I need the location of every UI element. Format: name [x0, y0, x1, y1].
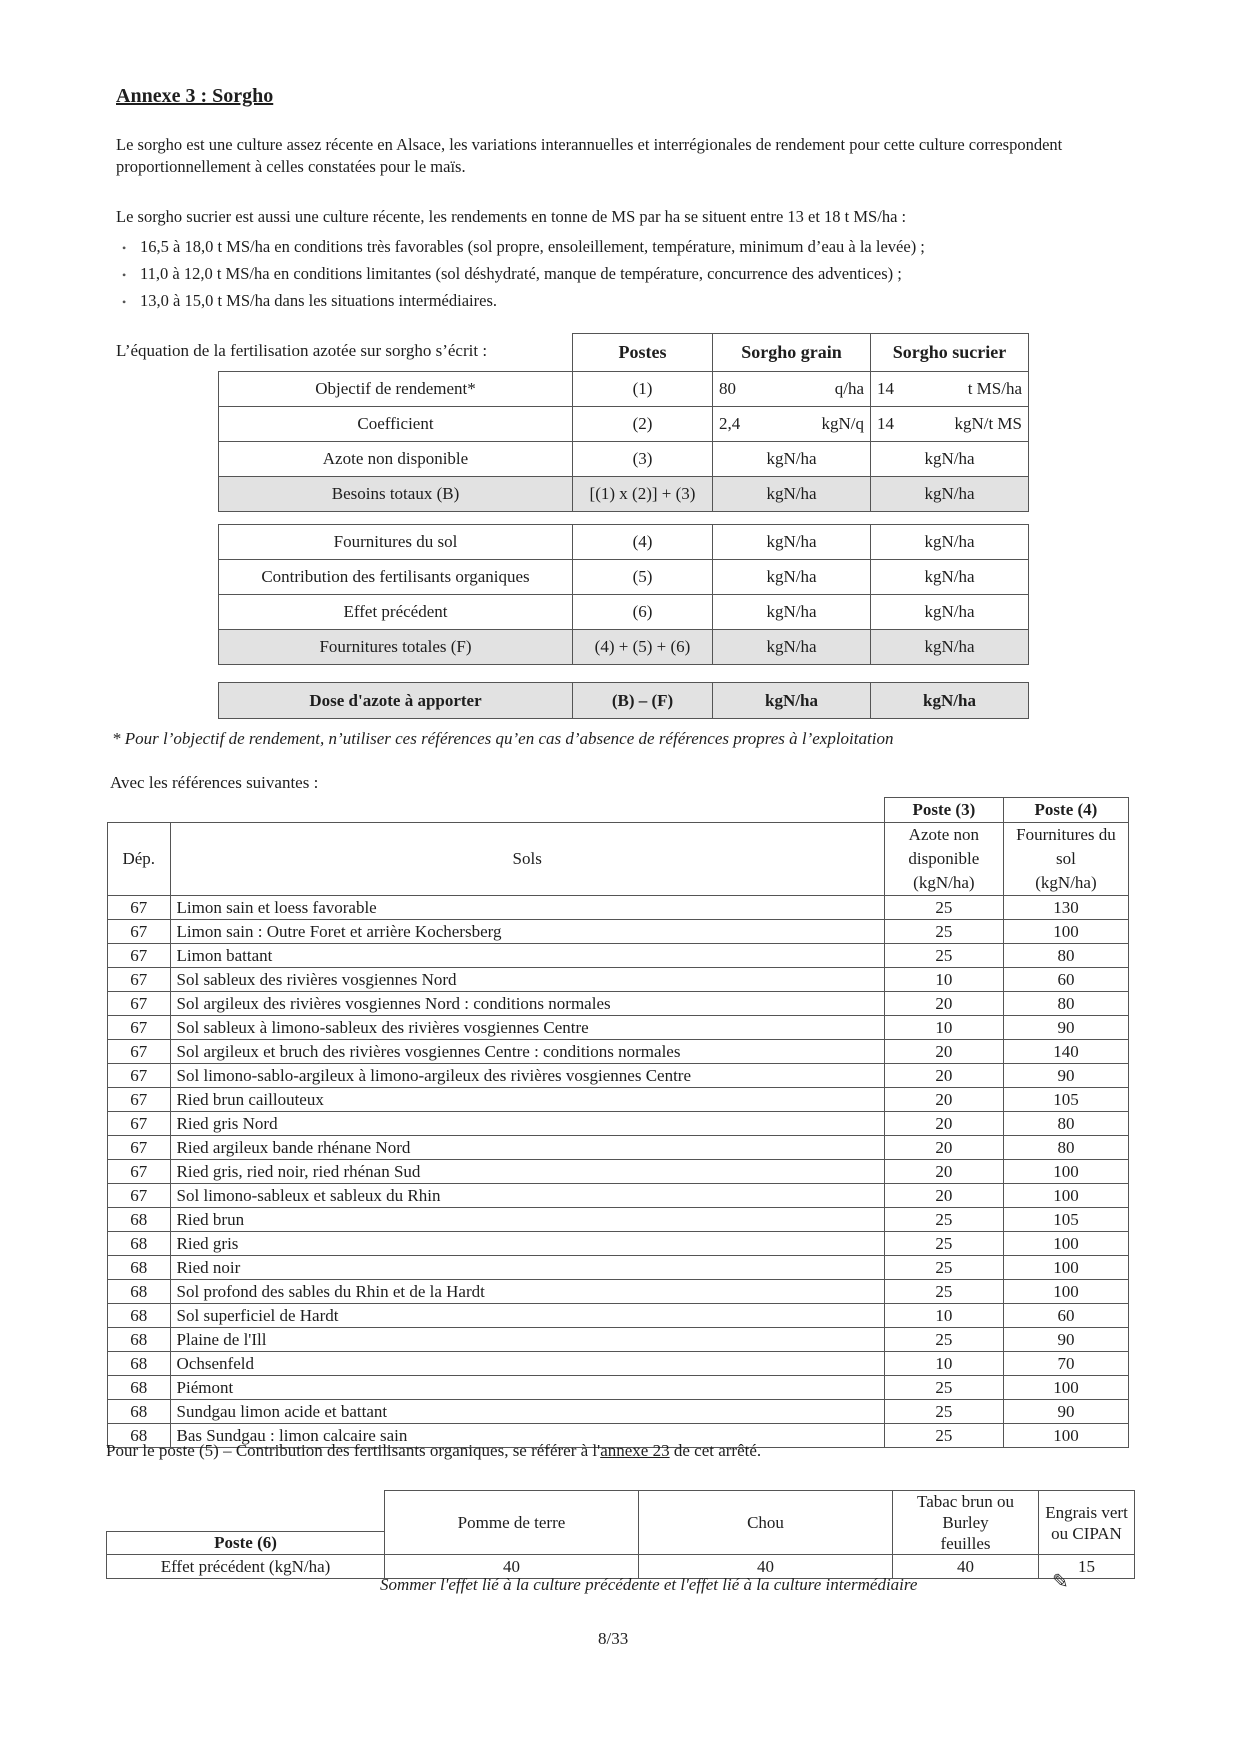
fournitures-sol-cell: 90 [1003, 1016, 1128, 1040]
value-pomme-de-terre: 40 [385, 1555, 639, 1579]
table-row [108, 944, 1129, 968]
table-row [108, 1328, 1129, 1352]
yield-footnote: * Pour l’objectif de rendement, n’utiliser ces références qu’en cas d’absence de références propres à l’exploitation [112, 729, 894, 748]
table-row [108, 1112, 1129, 1136]
equation-row-objectif: Objectif de rendement* (1) 80 q/ha 14 t MS/ha [219, 372, 1029, 407]
dep-cell: 67 [108, 1160, 171, 1184]
table-row [108, 1016, 1129, 1040]
azote-non-disponible-cell: 20 [884, 1184, 1003, 1208]
equation-row-besoins-totaux: Besoins totaux (B) [(1) x (2)] + (3) kgN/ha kgN/ha [219, 477, 1029, 512]
equation-row-fertilisants-organiques: Contribution des fertilisants organiques (5) kgN/ha kgN/ha [219, 560, 1029, 595]
header-sorgho-sucrier: Sorgho sucrier [871, 334, 1029, 372]
annexe-23-link[interactable]: annexe 23 [600, 1441, 670, 1460]
value-tabac: 40 [893, 1555, 1039, 1579]
dep-cell: 67 [108, 1016, 171, 1040]
fournitures-sol-cell: 90 [1003, 1400, 1128, 1424]
dep-cell: 67 [108, 992, 171, 1016]
fournitures-sol-cell: 105 [1003, 1208, 1128, 1232]
bullet-item: • 16,5 à 18,0 t MS/ha en conditions très favorables (sol propre, ensoleillement, température, minimum d’eau à la levée) ; [122, 234, 925, 261]
sol-cell: Sol limono-sableux et sableux du Rhin [170, 1184, 884, 1208]
equation-needs-table [218, 333, 1029, 512]
table-row [108, 1256, 1129, 1280]
dep-cell: 68 [108, 1328, 171, 1352]
dep-cell: 67 [108, 896, 171, 920]
ref-header-row-columns [108, 823, 1129, 896]
equation-dose-table [218, 682, 1029, 719]
somme-note: Sommer l'effet lié à la culture précédente et l'effet lié à la culture intermédiaire [380, 1575, 918, 1594]
sucrier-paragraph: Le sorgho sucrier est aussi une culture récente, les rendements en tonne de MS par ha se situent entre 13 et 18 t MS/ha : [116, 207, 907, 226]
azote-non-disponible-cell: 25 [884, 896, 1003, 920]
fournitures-sol-cell: 80 [1003, 1112, 1128, 1136]
pen-icon: ✎ [1052, 1571, 1069, 1593]
sol-cell: Limon battant [170, 944, 884, 968]
dep-cell: 67 [108, 920, 171, 944]
azote-non-disponible-cell: 20 [884, 1040, 1003, 1064]
page-number: 8/33 [598, 1629, 629, 1648]
sol-cell: Limon sain et loess favorable [170, 896, 884, 920]
intro-paragraph: Le sorgho est une culture assez récente en Alsace, les variations interannuelles et interrégionales de rendement pour cette culture correspondent proportionnellement à celles constatées pour le maïs. [116, 135, 1063, 176]
azote-non-disponible-cell: 10 [884, 1016, 1003, 1040]
azote-non-disponible-cell: 25 [884, 1400, 1003, 1424]
sol-cell: Ried brun caillouteux [170, 1088, 884, 1112]
table-row [108, 1208, 1129, 1232]
equation-intro: L’équation de la fertilisation azotée sur sorgho s’écrit : [116, 341, 488, 360]
equation-row-effet-precedent: Effet précédent (6) kgN/ha kgN/ha [219, 595, 1029, 630]
equation-row-dose: Dose d'azote à apporter (B) – (F) kgN/ha kgN/ha [219, 683, 1029, 719]
azote-non-disponible-cell: 20 [884, 992, 1003, 1016]
sol-cell: Sol superficiel de Hardt [170, 1304, 884, 1328]
table-row [108, 1400, 1129, 1424]
soil-reference-table [107, 797, 1129, 1448]
table-row [108, 1304, 1129, 1328]
sol-cell: Ried brun [170, 1208, 884, 1232]
dep-cell: 67 [108, 1040, 171, 1064]
fournitures-sol-cell: 130 [1003, 896, 1128, 920]
header-postes: Postes [573, 334, 713, 372]
poste6-row-label: Effet précédent (kgN/ha) [107, 1555, 385, 1579]
fournitures-sol-cell: 100 [1003, 1160, 1128, 1184]
fournitures-sol-cell: 80 [1003, 1136, 1128, 1160]
azote-non-disponible-cell: 25 [884, 920, 1003, 944]
dep-cell: 68 [108, 1400, 171, 1424]
sol-cell: Sol argileux et bruch des rivières vosgiennes Centre : conditions normales [170, 1040, 884, 1064]
sol-cell: Limon sain : Outre Foret et arrière Kochersberg [170, 920, 884, 944]
dep-cell: 68 [108, 1352, 171, 1376]
equation-supplies-table [218, 524, 1029, 665]
table-row [108, 992, 1129, 1016]
references-intro: Avec les références suivantes : [110, 773, 319, 792]
fournitures-sol-cell: 70 [1003, 1352, 1128, 1376]
yield-bullet-list [122, 234, 925, 315]
table-row [108, 1064, 1129, 1088]
dep-cell: 67 [108, 1184, 171, 1208]
dep-cell: 68 [108, 1280, 171, 1304]
azote-non-disponible-cell: 25 [884, 944, 1003, 968]
table-row [108, 1136, 1129, 1160]
dep-cell: 68 [108, 1208, 171, 1232]
fournitures-sol-cell: 100 [1003, 1256, 1128, 1280]
equation-row-coefficient: Coefficient (2) 2,4 kgN/q 14 kgN/t MS [219, 407, 1029, 442]
header-sols: Sols [170, 823, 884, 896]
azote-non-disponible-cell: 25 [884, 1328, 1003, 1352]
table-row [108, 1040, 1129, 1064]
fournitures-sol-cell: 80 [1003, 944, 1128, 968]
table-row [108, 1160, 1129, 1184]
fournitures-sol-cell: 105 [1003, 1088, 1128, 1112]
header-dep: Dép. [108, 823, 171, 896]
equation-row-fournitures-sol: Fournitures du sol (4) kgN/ha kgN/ha [219, 525, 1029, 560]
col-chou: Chou [639, 1491, 893, 1555]
header-azote-non-disponible: Azote non disponible (kgN/ha) [884, 823, 1003, 896]
sol-cell: Sol sableux à limono-sableux des rivières vosgiennes Centre [170, 1016, 884, 1040]
sol-cell: Ried noir [170, 1256, 884, 1280]
dep-cell: 68 [108, 1304, 171, 1328]
dep-cell: 68 [108, 1376, 171, 1400]
azote-non-disponible-cell: 10 [884, 968, 1003, 992]
col-tabac: Tabac brun ou Burley feuilles [893, 1491, 1039, 1555]
fournitures-sol-cell: 100 [1003, 1376, 1128, 1400]
table-row [108, 1280, 1129, 1304]
dep-cell: 67 [108, 1088, 171, 1112]
poste6-table [106, 1490, 1135, 1579]
header-poste-4: Poste (4) [1003, 798, 1128, 823]
equation-row-fournitures-totales: Fournitures totales (F) (4) + (5) + (6) kgN/ha kgN/ha [219, 630, 1029, 665]
fournitures-sol-cell: 140 [1003, 1040, 1128, 1064]
header-sorgho-grain: Sorgho grain [713, 334, 871, 372]
sol-cell: Sundgau limon acide et battant [170, 1400, 884, 1424]
table-row [108, 1232, 1129, 1256]
dep-cell: 68 [108, 1256, 171, 1280]
col-engrais-vert: Engrais vert ou CIPAN [1039, 1491, 1135, 1555]
azote-non-disponible-cell: 25 [884, 1376, 1003, 1400]
sol-cell: Sol profond des sables du Rhin et de la Hardt [170, 1280, 884, 1304]
table-row [108, 920, 1129, 944]
header-fournitures-du-sol: Fournitures du sol (kgN/ha) [1003, 823, 1128, 896]
sol-cell: Sol limono-sablo-argileux à limono-argileux des rivières vosgiennes Centre [170, 1064, 884, 1088]
table-row [108, 1184, 1129, 1208]
header-poste-3: Poste (3) [884, 798, 1003, 823]
equation-row-azote-non-disponible: Azote non disponible (3) kgN/ha kgN/ha [219, 442, 1029, 477]
sol-cell: Ried gris Nord [170, 1112, 884, 1136]
poste5-reference: Pour le poste (5) – Contribution des fertilisants organiques, se référer à l'annexe 23 de cet arrêté. [106, 1441, 762, 1460]
azote-non-disponible-cell: 25 [884, 1208, 1003, 1232]
azote-non-disponible-cell: 20 [884, 1064, 1003, 1088]
table-row [108, 1376, 1129, 1400]
dep-cell: 67 [108, 1064, 171, 1088]
sol-cell: Ried gris, ried noir, ried rhénan Sud [170, 1160, 884, 1184]
poste6-header-row [107, 1491, 1135, 1532]
azote-non-disponible-cell: 20 [884, 1160, 1003, 1184]
bullet-item: • 13,0 à 15,0 t MS/ha dans les situations intermédiaires. [122, 288, 925, 315]
fournitures-sol-cell: 100 [1003, 1232, 1128, 1256]
col-pomme-de-terre: Pomme de terre [385, 1491, 639, 1555]
sol-cell: Sol argileux des rivières vosgiennes Nord : conditions normales [170, 992, 884, 1016]
dep-cell: 67 [108, 944, 171, 968]
table-row [108, 1352, 1129, 1376]
fournitures-sol-cell: 100 [1003, 920, 1128, 944]
table-row [108, 896, 1129, 920]
azote-non-disponible-cell: 25 [884, 1280, 1003, 1304]
azote-non-disponible-cell: 20 [884, 1088, 1003, 1112]
azote-non-disponible-cell: 25 [884, 1232, 1003, 1256]
dep-cell: 68 [108, 1232, 171, 1256]
poste6-title: Poste (6) [107, 1531, 385, 1554]
fournitures-sol-cell: 100 [1003, 1424, 1128, 1448]
page-title: Annexe 3 : Sorgho [116, 85, 274, 107]
ref-header-row-postes [108, 798, 1129, 823]
soil-reference-rows [108, 896, 1129, 1448]
fournitures-sol-cell: 100 [1003, 1184, 1128, 1208]
azote-non-disponible-cell: 25 [884, 1256, 1003, 1280]
sol-cell: Ochsenfeld [170, 1352, 884, 1376]
azote-non-disponible-cell: 10 [884, 1352, 1003, 1376]
bullet-item: • 11,0 à 12,0 t MS/ha en conditions limitantes (sol déshydraté, manque de température, concurrence des adventices) ; [122, 261, 925, 288]
dep-cell: 67 [108, 1112, 171, 1136]
table-row [108, 968, 1129, 992]
sol-cell: Ried gris [170, 1232, 884, 1256]
sol-cell: Ried argileux bande rhénane Nord [170, 1136, 884, 1160]
dep-cell: 68 [108, 1424, 171, 1448]
azote-non-disponible-cell: 25 [884, 1424, 1003, 1448]
fournitures-sol-cell: 60 [1003, 968, 1128, 992]
azote-non-disponible-cell: 20 [884, 1136, 1003, 1160]
fournitures-sol-cell: 90 [1003, 1064, 1128, 1088]
fournitures-sol-cell: 90 [1003, 1328, 1128, 1352]
dep-cell: 67 [108, 1136, 171, 1160]
sol-cell: Sol sableux des rivières vosgiennes Nord [170, 968, 884, 992]
fournitures-sol-cell: 60 [1003, 1304, 1128, 1328]
azote-non-disponible-cell: 10 [884, 1304, 1003, 1328]
sol-cell: Bas Sundgau : limon calcaire sain [170, 1424, 884, 1448]
azote-non-disponible-cell: 20 [884, 1112, 1003, 1136]
value-engrais-vert: 15 [1039, 1555, 1135, 1579]
table-row [108, 1088, 1129, 1112]
fournitures-sol-cell: 100 [1003, 1280, 1128, 1304]
fournitures-sol-cell: 80 [1003, 992, 1128, 1016]
sol-cell: Piémont [170, 1376, 884, 1400]
equation-header-row [219, 334, 1029, 372]
value-chou: 40 [639, 1555, 893, 1579]
sol-cell: Plaine de l'Ill [170, 1328, 884, 1352]
dep-cell: 67 [108, 968, 171, 992]
